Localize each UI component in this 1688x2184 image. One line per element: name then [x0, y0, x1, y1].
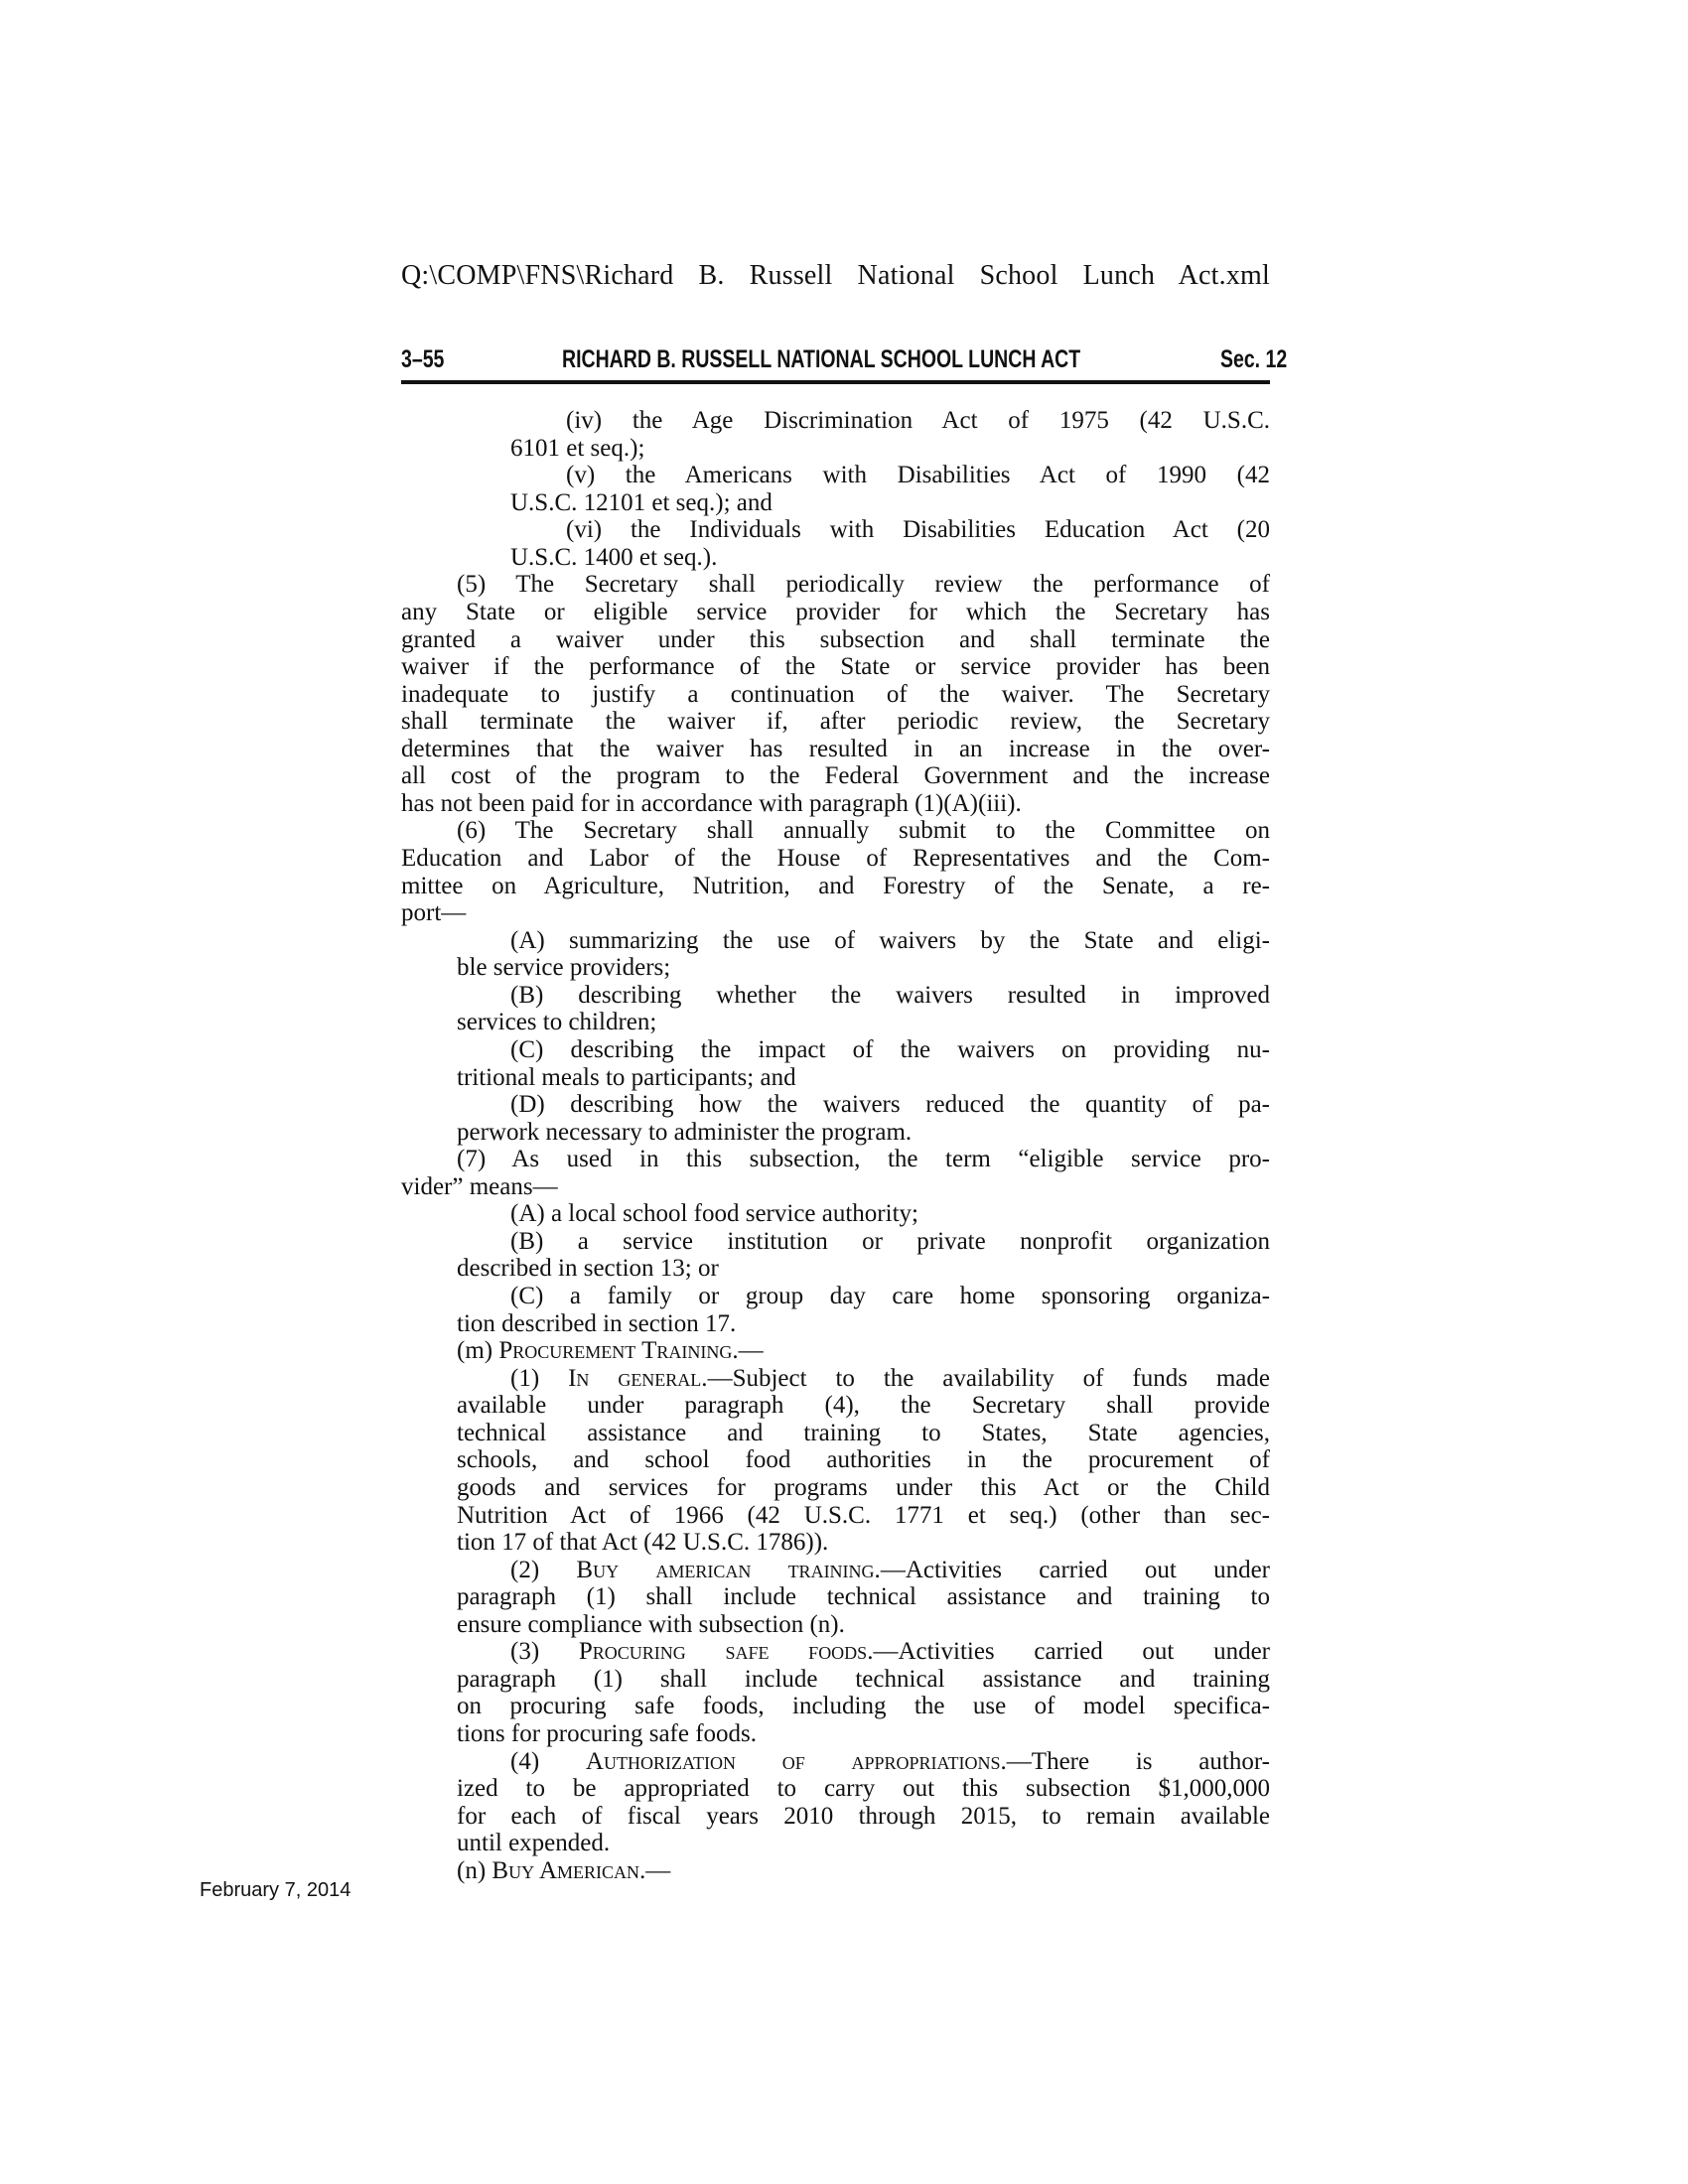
text-line [401, 571, 1270, 599]
line-text: (m) [457, 1337, 499, 1365]
line-text: (A) a local school food service authority; [510, 1200, 918, 1228]
line-text: determines that the waiver has resulted in an increase in the over- [401, 735, 1270, 762]
line-text: goods and services for programs under this Act or the Child [457, 1473, 1270, 1501]
line-text: (7) As used in this subsection, the term “eligible service pro- [457, 1146, 1270, 1173]
text-line [401, 1365, 1270, 1393]
text-line [401, 1009, 1270, 1036]
line-text: until expended. [457, 1830, 611, 1857]
text-line [401, 1748, 1270, 1776]
line-text: mittee on Agriculture, Nutrition, and Forestry of the Senate, a re- [401, 872, 1270, 899]
text-line [401, 1255, 1270, 1283]
line-text: — [645, 1856, 671, 1884]
line-text: (C) describing the impact of the waivers on providing nu- [510, 1035, 1270, 1063]
text-line [401, 599, 1270, 626]
text-line [401, 1557, 1270, 1584]
text-line [401, 1446, 1270, 1474]
text-line [401, 1091, 1270, 1119]
text-line [401, 954, 1270, 982]
line-text: (4) [510, 1747, 586, 1775]
text-line [401, 873, 1270, 900]
line-text: port— [401, 899, 467, 927]
line-text: ble service providers; [457, 954, 671, 982]
line-text: described in section 13; or [457, 1255, 719, 1283]
text-line [401, 1283, 1270, 1310]
line-text: tion described in section 17. [457, 1309, 737, 1337]
text-line [401, 982, 1270, 1010]
line-text: services to children; [457, 1009, 657, 1036]
line-text: ensure compliance with subsection (n). [457, 1610, 845, 1638]
text-line [401, 1775, 1270, 1803]
text-line [401, 1803, 1270, 1831]
text-line [401, 1036, 1270, 1064]
text-line [401, 1830, 1270, 1857]
small-caps-heading: In general. [568, 1364, 708, 1392]
text-line [401, 407, 1270, 435]
line-text: (iv) the Age Discrimination Act of 1975 (42 U.S.C. [566, 407, 1270, 434]
text-line [401, 1611, 1270, 1639]
text-line [401, 1173, 1270, 1201]
text-line [401, 462, 1270, 489]
text-line [401, 845, 1270, 873]
line-text: (5) The Secretary shall periodically review the performance of [457, 571, 1270, 599]
line-text: inadequate to justify a continuation of the waiver. The Secretary [401, 680, 1270, 708]
text-line [401, 1310, 1270, 1338]
line-text: 6101 et seq.); [510, 434, 645, 462]
line-text: tions for procuring safe foods. [457, 1720, 758, 1747]
file-path-header: Q:\COMP\FNS\Richard B. Russell National School Lunch Act.xml [401, 260, 1270, 291]
text-line [401, 1064, 1270, 1092]
text-line [401, 1720, 1270, 1748]
line-text: available under paragraph (4), the Secretary shall provide [457, 1392, 1270, 1420]
text-line [401, 1119, 1270, 1147]
text-line [401, 681, 1270, 709]
line-text: (2) [510, 1556, 577, 1583]
line-text: ized to be appropriated to carry out this subsection $1,000,000 [457, 1775, 1270, 1803]
text-line [401, 1420, 1270, 1447]
line-text: has not been paid for in accordance with paragraph (1)(A)(iii). [401, 789, 1022, 817]
text-line [401, 1693, 1270, 1720]
line-text: any State or eligible service provider for which the Secretary has [401, 598, 1270, 625]
line-text: — [738, 1337, 764, 1365]
line-text: perwork necessary to administer the program. [457, 1118, 913, 1146]
text-line [401, 708, 1270, 736]
text-line [401, 1146, 1270, 1173]
line-text: (v) the Americans with Disabilities Act of 1990 (42 [566, 462, 1270, 489]
line-text: technical assistance and training to States, State agencies, [457, 1419, 1270, 1446]
text-line [401, 653, 1270, 681]
line-text: paragraph (1) shall include technical assistance and training to [457, 1583, 1270, 1611]
line-text: —Activities carried out under [880, 1556, 1270, 1583]
line-text: all cost of the program to the Federal Government and the increase [401, 762, 1270, 790]
text-line [401, 927, 1270, 955]
line-text: U.S.C. 12101 et seq.); and [510, 488, 773, 516]
line-text: schools, and school food authorities in the procurement of [457, 1446, 1270, 1474]
line-text: (vi) the Individuals with Disabilities Education Act (20 [566, 516, 1270, 544]
line-text: —Subject to the availability of funds made [707, 1364, 1271, 1392]
small-caps-heading: Procuring safe foods. [578, 1638, 874, 1666]
line-text: (B) a service institution or private nonprofit organization [510, 1227, 1270, 1255]
text-line [401, 1857, 1270, 1885]
text-line [401, 899, 1270, 927]
text-line [401, 1529, 1270, 1557]
print-date: February 7, 2014 [200, 1879, 352, 1901]
section-number: Sec. 12 [1219, 345, 1287, 373]
text-line [401, 544, 1270, 572]
page-number: 3–55 [401, 345, 445, 373]
text-line [401, 435, 1270, 463]
line-text: (6) The Secretary shall annually submit to the Committee on [457, 817, 1270, 845]
running-head [401, 345, 1287, 375]
text-line [401, 1474, 1270, 1502]
line-text: for each of fiscal years 2010 through 2015, to remain available [457, 1802, 1270, 1830]
text-line [401, 817, 1270, 845]
small-caps-heading: Buy american training. [576, 1556, 881, 1583]
text-line [401, 1392, 1270, 1420]
text-line [401, 1228, 1270, 1256]
line-text: on procuring safe foods, including the use of model specifica- [457, 1693, 1270, 1720]
text-line [401, 1638, 1270, 1666]
text-line [401, 1502, 1270, 1530]
text-line [401, 790, 1270, 818]
line-text: Education and Labor of the House of Representatives and the Com- [401, 845, 1270, 872]
text-line [401, 1337, 1270, 1365]
line-text: granted a waiver under this subsection and shall terminate the [401, 625, 1270, 653]
small-caps-heading: Procurement Training. [498, 1337, 739, 1365]
line-text: (D) describing how the waivers reduced the quantity of pa- [510, 1091, 1270, 1119]
line-text: (C) a family or group day care home sponsoring organiza- [510, 1283, 1270, 1309]
text-line [401, 1666, 1270, 1694]
line-text: tritional meals to participants; and [457, 1063, 796, 1091]
small-caps-heading: Buy American. [492, 1856, 646, 1884]
line-text: (A) summarizing the use of waivers by the State and eligi- [510, 926, 1270, 954]
small-caps-heading: Authorization of appropriations. [585, 1747, 1007, 1775]
line-text: paragraph (1) shall include technical assistance and training [457, 1665, 1270, 1693]
text-line [401, 736, 1270, 763]
line-text: shall terminate the waiver if, after periodic review, the Secretary [401, 708, 1270, 736]
line-text: (n) [457, 1856, 492, 1884]
text-line [401, 762, 1270, 790]
line-text: Nutrition Act of 1966 (42 U.S.C. 1771 et seq.) (other than sec- [457, 1501, 1270, 1529]
text-line [401, 489, 1270, 517]
text-line [401, 1200, 1270, 1228]
line-text: (3) [510, 1638, 579, 1666]
text-line [401, 626, 1270, 654]
act-title: RICHARD B. RUSSELL NATIONAL SCHOOL LUNCH ACT [562, 345, 1081, 373]
line-text: —There is author- [1006, 1747, 1270, 1775]
line-text: vider” means— [401, 1172, 558, 1200]
text-line [401, 516, 1270, 544]
line-text: (B) describing whether the waivers resulted in improved [510, 981, 1270, 1009]
line-text: waiver if the performance of the State or service provider has been [401, 653, 1270, 681]
document-body [401, 407, 1270, 1884]
line-text: tion 17 of that Act (42 U.S.C. 1786)). [457, 1529, 829, 1557]
line-text: —Activities carried out under [873, 1638, 1270, 1666]
header-rule [401, 380, 1270, 384]
line-text: (1) [510, 1364, 569, 1392]
text-line [401, 1583, 1270, 1611]
line-text: U.S.C. 1400 et seq.). [510, 543, 718, 571]
